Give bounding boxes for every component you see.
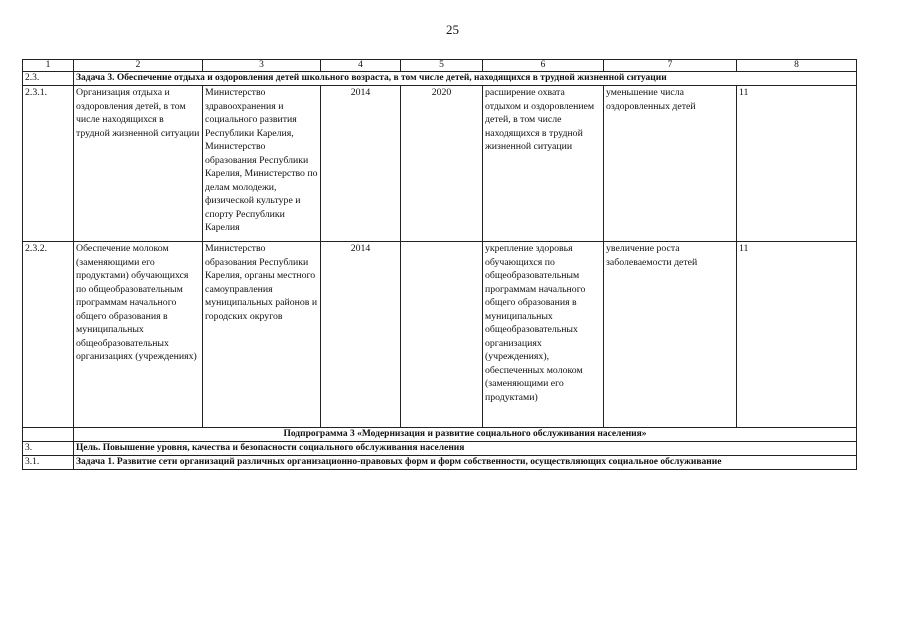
column-number: 4 xyxy=(321,60,401,72)
end-year: 2020 xyxy=(401,86,483,242)
executor: Министерство образования Республики Карелия, органы местного самоуправления муниципальных районов и городских округов xyxy=(203,242,321,428)
event-name: Организация отдыха и оздоровления детей, в том числе находящихся в трудной жизненной ситуации xyxy=(74,86,203,242)
consequence: увеличение роста заболеваемости детей xyxy=(604,242,737,428)
row-code: 3. xyxy=(23,442,74,456)
column-number: 6 xyxy=(483,60,604,72)
column-number: 1 xyxy=(23,60,74,72)
program-table xyxy=(22,59,857,470)
consequence: уменьшение числа оздоровленных детей xyxy=(604,86,737,242)
column-number: 5 xyxy=(401,60,483,72)
subprogram-title: Подпрограмма 3 «Модернизация и развитие социального обслуживания населения» xyxy=(74,428,857,442)
expected-result: укрепление здоровья обучающихся по общеобразовательным программам начального общего образования в муниципальных общеобразовательных организациях (учреждениях), обеспеченных молоком (заменяющими его продуктами) xyxy=(483,242,604,428)
goal-title: Цель. Повышение уровня, качества и безопасности социального обслуживания населения xyxy=(74,442,857,456)
indicator: 11 xyxy=(737,86,857,242)
indicator: 11 xyxy=(737,242,857,428)
expected-result: расширение охвата отдыхом и оздоровлением детей, в том числе находящихся в трудной жизненной ситуации xyxy=(483,86,604,242)
row-code: 3.1. xyxy=(23,456,74,470)
table-row xyxy=(23,86,857,242)
column-number: 7 xyxy=(604,60,737,72)
row-code: 2.3.1. xyxy=(23,86,74,242)
row-code: 2.3. xyxy=(23,72,74,86)
column-number: 3 xyxy=(203,60,321,72)
goal-row xyxy=(23,442,857,456)
task-title: Задача 1. Развитие сети организаций различных организационно-правовых форм и форм собственности, осуществляющих социальное обслуживание xyxy=(74,456,857,470)
row-code xyxy=(23,428,74,442)
task-row xyxy=(23,456,857,470)
page-number: 25 xyxy=(446,22,459,37)
end-year xyxy=(401,242,483,428)
table-row xyxy=(23,242,857,428)
task-title: Задача 3. Обеспечение отдыха и оздоровления детей школьного возраста, в том числе детей, находящихся в трудной жизненной ситуации xyxy=(74,72,857,86)
executor: Министерство здравоохранения и социального развития Республики Карелия, Министерство образования Республики Карелия, Министерство по делам молодежи, физической культуре и спорту Республики Карелия xyxy=(203,86,321,242)
row-code: 2.3.2. xyxy=(23,242,74,428)
start-year: 2014 xyxy=(321,242,401,428)
subprogram-row xyxy=(23,428,857,442)
event-name: Обеспечение молоком (заменяющими его продуктами) обучающихся по общеобразовательным программам начального общего образования в муниципальных общеобразовательных организациях (учреждениях) xyxy=(74,242,203,428)
column-number-row xyxy=(23,60,857,72)
column-number: 8 xyxy=(737,60,857,72)
task-row xyxy=(23,72,857,86)
column-number: 2 xyxy=(74,60,203,72)
start-year: 2014 xyxy=(321,86,401,242)
